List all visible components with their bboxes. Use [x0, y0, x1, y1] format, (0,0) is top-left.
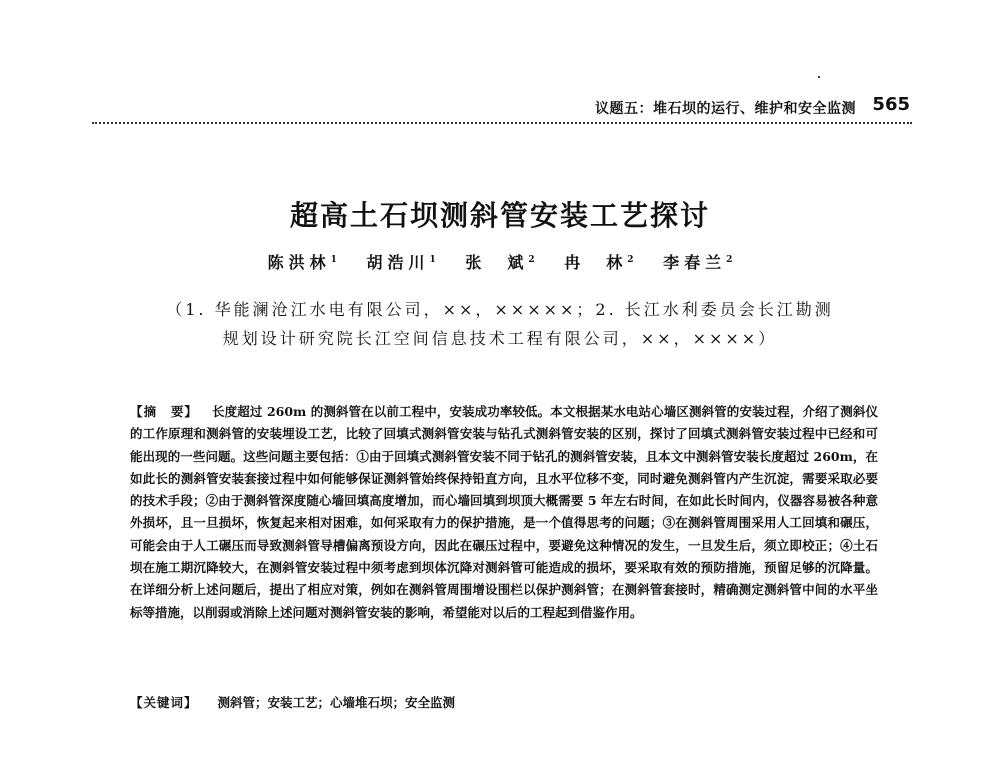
author [268, 250, 337, 273]
page-number: 565 [872, 94, 910, 115]
author-name: 陈洪林 [267, 253, 331, 272]
author-affiliation-mark: 1 [429, 255, 436, 265]
author [564, 250, 633, 273]
author-affiliation-mark: 2 [528, 255, 535, 265]
author [367, 250, 436, 273]
author-affiliation-mark: 1 [330, 255, 337, 265]
abstract-text: 长度超过 260m 的测斜管在以前工程中，安装成功率较低。本文根据某水电站心墙区测斜管的安装过程，介绍了测斜仪的工作原理和测斜管的安装埋设工艺，比较了回填式测斜管安装与钻孔式测斜管安装的区别，探讨了回填式测斜管安装过程中已经和可能出现的一些问题。这些问题主要包括：①由于回填式测斜管安装不同于钻孔的测斜管安装，且本文中测斜管安装长度超过 260m，在如此长的测斜管安装套接过程中如何能够保证测斜管始终保持铅直方向，且水平位移不变，同时避免测斜管内产生沉淀，需要采取必要的技术手段；②由于测斜管深度随心墙回填高度增加，而心墙回填到坝顶大概需要 5 年左右时间，在如此长时间内，仪器容易被各种意外损坏，且一旦损坏，恢复起来相对困难，如何采取有力的保护措施，是一个值得思考的问题；③在测斜管周围采用人工回填和碾压，可能会由于人工碾压而导致测斜管导槽偏离预设方向，因此在碾压过程中，要避免这种情况的发生，一旦发生后，须立即校正；④土石坝在施工期沉降较大，在测斜管安装过程中须考虑到坝体沉降对测斜管可能造成的损坏，要采取有效的预防措施，预留足够的沉降量。在详细分析上述问题后，提出了相应对策，例如在测斜管周围增设围栏以保护测斜管；在测斜管套接时，精确测定测斜管中间的水平坐标等措施，以削弱或消除上述问题对测斜管安装的影响，希望能对以后的工程起到借鉴作用。 [130, 404, 878, 620]
paper-title: 超高土石坝测斜管安装工艺探讨 [289, 199, 710, 232]
scan-speck [818, 76, 820, 78]
author-name: 张 斌 [465, 253, 529, 272]
affiliation-line-2: 规划设计研究院长江空间信息技术工程有限公司，××，××××） [222, 329, 778, 348]
author [465, 250, 534, 273]
author [663, 250, 732, 273]
author-name: 冉 林 [564, 253, 628, 272]
author-affiliation-mark: 2 [627, 255, 634, 265]
author-name: 胡浩川 [366, 253, 430, 272]
abstract-label: 【摘 要】 [130, 404, 199, 419]
keywords-text: 测斜管；安装工艺；心墙堆石坝；安全监测 [217, 695, 456, 710]
affiliation-line-1: （1. 华能澜沧江水电有限公司，××，×××××；2. 长江水利委员会长江勘测 [166, 300, 834, 319]
author-list [0, 250, 1000, 273]
keywords-label: 【关键词】 [130, 695, 198, 710]
author-affiliation-mark: 2 [726, 255, 733, 265]
running-header [92, 92, 912, 124]
keywords [130, 692, 878, 714]
header-section-title: 议题五：堆石坝的运行、维护和安全监测 [595, 101, 856, 117]
author-name: 李春兰 [663, 253, 727, 272]
abstract [130, 401, 878, 624]
